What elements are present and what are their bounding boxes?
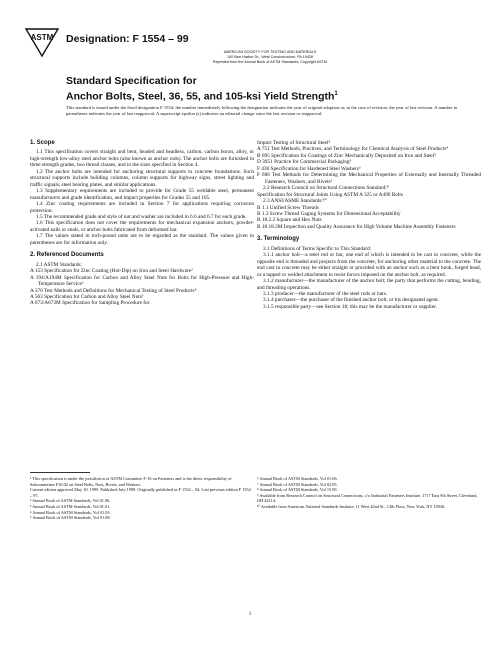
paragraph: 1.7 The values stated in inch-pound units are to be regarded as the standard. The values given in parentheses are for information only. (30, 233, 254, 246)
document-title (66, 75, 426, 103)
paragraph: 1.3 Supplementary requirements are included to provide for Grade 55 weldable steel, permanent manufacturers and grade identification, and impact properties for Grades 55 and 105. (30, 188, 254, 201)
reference-item: Impact Testing of Structural Steel⁴ (257, 140, 331, 146)
paragraph: 2.3 ANSI/ASME Standards:¹⁰ (263, 198, 327, 205)
reference-item: A 563 Specification for Carbon and Alloy Steel Nuts³ (30, 293, 144, 300)
designation: Designation: F 1554 – 99 (66, 33, 189, 45)
reference-item: A 194/A194M Specification for Carbon and Alloy Steel Nuts for Bolts for High-Pressure and High-Temperature Service³ (30, 274, 254, 288)
footnote: Current edition approved May 10, 1999. Published July 1999. Originally published as F 1554 – 94. Last previous edition F 1554 – 97. (30, 487, 251, 498)
footnote: ⁴ Annual Book of ASTM Standards, Vol 01.03. (30, 509, 111, 515)
reference-item: F 436 Specification for Hardened Steel Washers³ (257, 165, 361, 172)
paragraph: 3.1.5 responsible party—see Section 18; this may be the manufacturer or supplier. (263, 303, 437, 310)
reference-item: Specification for Structural Joints Using ASTM A 325 or A490 Bolts (257, 191, 403, 198)
footnote: ¹ This specification is under the jurisdiction of ASTM Committee F-16 on Fasteners and is the direct responsibility of Subcommittee F16.02 on Steel Bolts, Nuts, Rivets, and Washers. (30, 476, 232, 487)
title-line-1: Standard Specification for (66, 75, 197, 87)
reference-item: B 18.2.2 Square and Hex Nuts (257, 217, 322, 224)
page-number: 1 (248, 612, 252, 617)
reference-item: B 18.18.2M Inspection and Quality Assurance for High Volume Machine Assembly Fasteners (257, 223, 456, 230)
section-heading: 3. Terminology (257, 236, 300, 243)
footnote: ⁵ Annual Book of ASTM Standards, Vol 01.08. (30, 515, 111, 521)
reference-item: D 3951 Practice for Commercial Packaging⁶ (257, 159, 352, 166)
footnote: ³ Annual Book of ASTM Standards, Vol 01.01. (30, 503, 111, 509)
footnote: ⁸ Annual Book of ASTM Standards, Vol 15.09. (257, 487, 338, 493)
section-heading: 2. Referenced Documents (30, 252, 104, 259)
reference-item: A 751 Test Methods, Practices, and Terminology for Chemical Analysis of Steel Products⁴ (257, 146, 449, 153)
paragraph: 3.1.3 producer—the manufacturer of the steel rods or bars. (263, 290, 388, 297)
paragraph: 1.5 The recommended grade and style of nut and washer are included in 6.6 and 6.7 for each grade. (36, 213, 247, 220)
footnote-rule (30, 472, 90, 473)
publisher-line: AMERICAN SOCIETY FOR TESTING AND MATERIALS (223, 50, 317, 54)
svg-text:ASTM: ASTM (30, 33, 54, 42)
paragraph: 3.1 Definitions of Terms Specific to This Standard: (263, 245, 372, 252)
astm-logo-icon (24, 26, 60, 58)
reference-item: B 1.1 Unified Screw Threads (257, 204, 319, 211)
issued-note: This standard is issued under the fixed designation F 1554; the number immediately following the designation indicates the year of original adoption or, in the case of revision, the year of last revision. A number in parentheses indicates the year of last reapproval. A superscript epsilon (ε) indicates an editorial change since the last revision or reapproval. (66, 105, 458, 116)
reference-item: B 695 Specification for Coatings of Zinc Mechanically Deposited on Iron and Steel⁵ (257, 152, 436, 159)
paragraph: 2.2 Research Council on Structural Connections Standard:⁸ (263, 185, 389, 192)
paragraph: 1.4 Zinc coating requirements are included in Section 7 for applications requiring corrosion protection. (30, 201, 254, 214)
footnotes-right (257, 476, 481, 510)
reference-item: B 1.3 Screw Thread Gaging Systems for Dimensional Acceptability (257, 210, 401, 217)
footnote: ⁹ Available from Research Council on Structural Connections, c/o Industrial Fasteners Institute, 1717 East 9th Street, Cleveland, OH 44114. (257, 492, 478, 504)
paragraph: 3.1.4 purchaser—the purchaser of the finished anchor bolt, or his designated agent. (263, 297, 440, 304)
title-line-2: Anchor Bolts, Steel, 36, 55, and 105-ksi Yield Strength$^1$ (66, 90, 338, 102)
paragraph: 1.6 This specification does not cover the requirements for mechanical expansion anchors, powder-activated nails or studs, or anchor bolts fabricated from deformed bar. (30, 220, 254, 233)
paragraph: 3.1.1 anchor bolt—a steel rod or bar, one end of which is intended to be cast in concrete, while the opposite end is threaded and projects from the concrete, for anchoring other material to the concrete. The end cast in concrete may be either straight or provided with an anchor such as a bent hook, forged head, or a tapped or welded attachment to resist forces imposed on the anchor bolt, as required. (257, 252, 481, 278)
reference-item: A 673/A673M Specification for Sampling Procedure for (30, 300, 150, 307)
footnote: ⁶ Annual Book of ASTM Standards, Vol 01.06. (257, 476, 338, 481)
section-heading: 1. Scope (30, 140, 55, 146)
publisher-line: 100 Barr Harbor Dr., West Conshohocken, PA 19428 (227, 55, 313, 59)
footnote: ⁷ Annual Book of ASTM Standards, Vol 02.05. (257, 481, 338, 487)
footnote: ² Annual Book of ASTM Standards, Vol 01.06. (30, 498, 111, 504)
paragraph: 3.1.2 manufacturer—the manufacturer of the anchor bolt; the party that performs the cutting, bending, and threading operations. (257, 278, 481, 291)
reference-item: A 370 Test Methods and Definitions for Mechanical Testing of Steel Products⁴ (30, 287, 197, 294)
footnote: ¹⁰ Available from American National Standards Institute, 11 West 42nd St., 13th Floor, New York, NY 10036. (257, 503, 446, 509)
paragraph: 1.2 The anchor bolts are intended for anchoring structural supports to concrete foundations. Such structural supports include building columns, column supports for highway signs, street lighting and traffic signals, steel bearing plates, and similar applications. (30, 168, 254, 188)
reference-item: A 153 Specification for Zinc Coating (Hot-Dip) on Iron and Steel Hardware² (30, 268, 193, 275)
publisher-line: Reprinted from the Annual Book of ASTM Standards, Copyright ASTM (212, 60, 328, 64)
footnotes-left (30, 476, 254, 521)
reference-item: F 606 Test Methods for Determining the Mechanical Properties of Externally and Internally Threaded Fasteners, Washers, and Rivets³ (257, 172, 481, 185)
paragraph: 1.1 This specification covers straight and bent, headed and headless, carbon, carbon boron, alloy, or high-strength low-alloy steel anchor bolts (also known as anchor rods). The anchor bolts are furnished in three strength grades, two thread classes, and in the sizes specified in Section 4. (30, 149, 254, 169)
paragraph: 2.1 ASTM Standards: (36, 261, 83, 268)
right-column (257, 140, 481, 310)
publisher-block (150, 50, 390, 65)
left-column (30, 140, 254, 307)
